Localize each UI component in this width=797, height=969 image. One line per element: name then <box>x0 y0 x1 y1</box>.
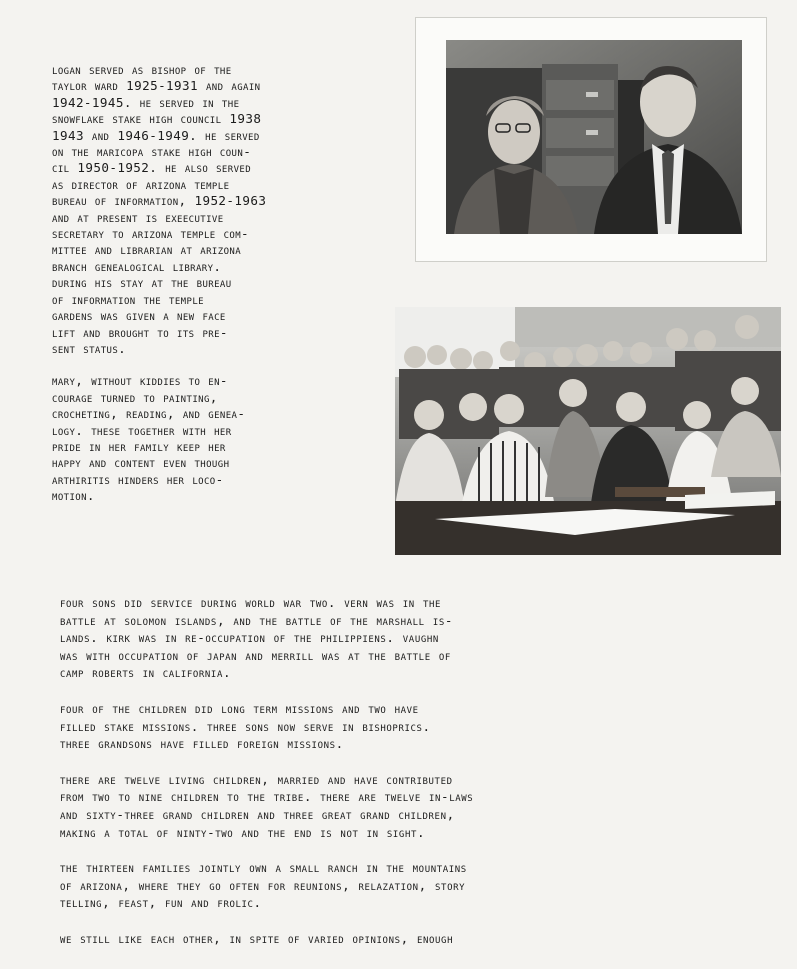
text-line: crocheting, reading, and genea- <box>52 406 246 422</box>
text-line: making a total of ninty-two and the end is not in sight. <box>60 824 426 840</box>
text-line: mittee and librarian at arizona <box>52 242 242 258</box>
text-line: filled stake missions. three sons now serve in bishoprics. <box>60 718 431 734</box>
text-line: as director of arizona temple <box>52 176 230 192</box>
text-line: of arizona, where they go often for reunions, relazation, story <box>60 877 466 893</box>
text-line: camp roberts in california. <box>60 665 232 681</box>
text-line: secretary to arizona temple com- <box>52 226 250 242</box>
text-line: gardens was given a new face <box>52 308 226 324</box>
group-photo <box>395 307 781 555</box>
text-line: we still like each other, in spite of varied opinions, enough <box>60 930 454 946</box>
text-line: four sons did service during world war two. vern was in the <box>60 595 442 610</box>
couple-photo <box>446 40 742 234</box>
text-line: and at present is exeecutive <box>52 209 224 225</box>
text-line: lift and brought to its pre- <box>52 324 228 340</box>
text-line: four of the children did long term missions and two have <box>60 700 419 716</box>
text-line: and sixty-three grand children and three great grand children, <box>60 806 455 822</box>
left-column-text <box>52 62 397 521</box>
war-service-paragraph <box>60 594 760 682</box>
text-line: taylor ward 1925-1931 and again <box>52 78 261 94</box>
text-line: courage turned to painting, <box>52 389 218 405</box>
text-line: telling, feast, fun and frolic. <box>60 895 262 911</box>
text-line: of information the temple <box>52 291 204 307</box>
text-line: pride in her family keep her <box>52 438 226 454</box>
text-line: logan served as bishop of the <box>52 62 232 77</box>
bishop-service-paragraph <box>52 62 397 357</box>
text-line: three grandsons have filled foreign missions. <box>60 736 344 752</box>
ranch-paragraph <box>60 859 760 912</box>
text-line: logy. these together with her <box>52 422 232 438</box>
text-line: lands. kirk was in re-occupation of the philippiens. vaughn <box>60 630 439 646</box>
missions-paragraph <box>60 700 760 753</box>
text-line: there are twelve living children, married and have contributed <box>60 771 453 787</box>
children-count-paragraph <box>60 771 760 841</box>
text-line: 1942-1945. he served in the <box>52 94 240 110</box>
bottom-text <box>60 594 760 966</box>
text-line: motion. <box>52 488 95 504</box>
text-line: on the maricopa stake high coun- <box>52 144 252 160</box>
text-line: 1943 and 1946-1949. he served <box>52 127 260 143</box>
text-line: from two to nine children to the tribe. there are twelve in-laws <box>60 789 474 805</box>
text-line: during his stay at the bureau <box>52 275 232 291</box>
text-line: bureau of information, 1952-1963 <box>52 193 267 209</box>
closing-paragraph <box>60 930 760 948</box>
text-line: battle at solomon islands, and the battle of the marshall is- <box>60 612 454 628</box>
text-line: happy and content even though <box>52 455 230 471</box>
text-line: snowflake stake high council 1938 <box>52 111 262 127</box>
text-line: was with occupation of japan and merrill was at the battle of <box>60 647 451 663</box>
text-line: sent status. <box>52 340 127 356</box>
text-line: arthiritis hinders her loco- <box>52 471 224 487</box>
text-line: mary, without kiddies to en- <box>52 373 228 389</box>
text-line: branch genealogical library. <box>52 258 222 274</box>
text-line: the thirteen families jointly own a small ranch in the mountains <box>60 860 467 876</box>
text-line: cil 1950-1952. he also served <box>52 160 252 176</box>
mary-hobbies-paragraph <box>52 373 397 504</box>
